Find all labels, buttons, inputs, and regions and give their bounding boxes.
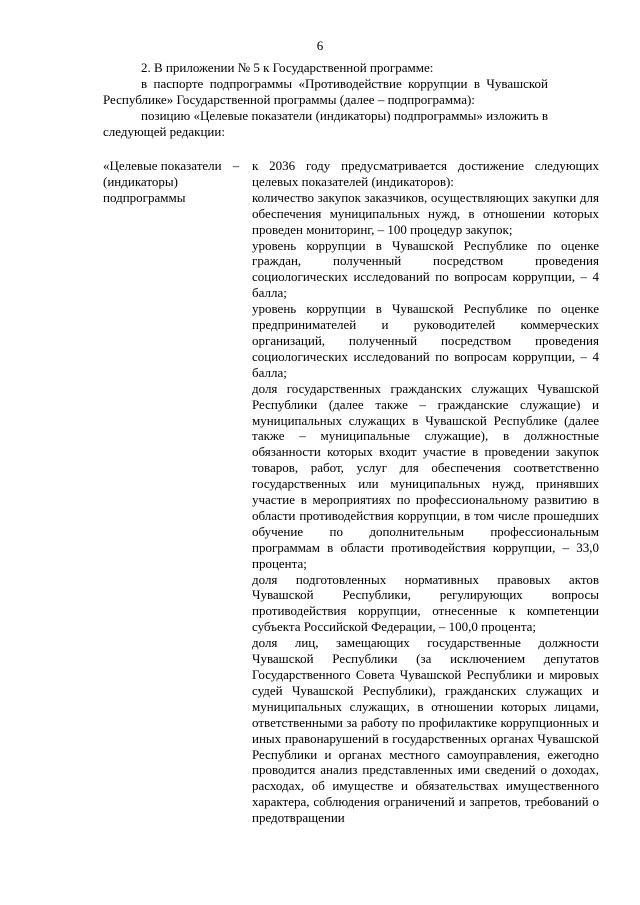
indicator-paragraph: уровень коррупции в Чувашской Республике по оценке предпринимателей и руководителей коммерческих организаций, полученный посредством проведения социологических исследований по вопросам коррупции, – 4 балла; bbox=[252, 301, 599, 380]
passport-dash: – bbox=[232, 158, 240, 173]
indicator-paragraph: количество закупок заказчиков, осуществляющих закупки для обеспечения муниципальных нужд, в отношении которых проведен мониторинг, – 100 процедур закупок; bbox=[252, 189, 599, 237]
intro-paragraph: в паспорте подпрограммы «Противодействие коррупции в Чувашской Республике» Государственной программы (далее – подпрограмма): bbox=[103, 76, 548, 107]
indicator-paragraph: к 2036 году предусматривается достижение следующих целевых показателей (индикаторов): bbox=[252, 158, 599, 189]
intro-paragraph: 2. В приложении № 5 к Государственной программе: bbox=[141, 60, 434, 75]
indicator-paragraph: доля государственных гражданских служащих Чувашской Республики (далее также – гражданские служащие) и муниципальных служащих в Чувашской Республике (далее также – муниципальные служащие), в должностные обязанности которых входит участие в проведении закупок товаров, работ, услуг для обеспечения соответственно государственных или муниципальных нужд, принявших участие в мероприятиях по профессиональному развитию в области противодействия коррупции, в том числе прошедших обучение по дополнительным профессиональным программам в области противодействия коррупции, – 33,0 процента; bbox=[252, 380, 599, 571]
intro-text bbox=[103, 60, 548, 140]
indicator-paragraph: доля лиц, замещающих государственные должности Чувашской Республики (за исключением депутатов Государственного Совета Чувашской Республики и мировых судей Чувашской Республики), гражданских служащих и муниципальных служащих, в отношении которых лицами, ответственными за работу по профилактике коррупционных и иных правонарушений в государственных органах Чувашской Республики и органах местного самоуправления, ежегодно проводится анализ представленных ими сведений о доходах, расходах, об имуществе и обязательствах имущественного характера, соблюдения ограничений и запретов, требований о предотвращении bbox=[252, 635, 599, 826]
intro-paragraph: позицию «Целевые показатели (индикаторы) подпрограммы» изложить в следующей редакции: bbox=[103, 108, 548, 139]
indicator-paragraph: доля подготовленных нормативных правовых актов Чувашской Республики, регулирующих вопросы противодействия коррупции, отнесенные к компетенции субъекта Российской Федерации, – 100,0 процента; bbox=[252, 571, 599, 635]
page-number: 6 bbox=[316, 38, 324, 53]
passport-content bbox=[252, 158, 599, 826]
passport-label: «Целевые показатели (индикаторы) подпрограммы bbox=[103, 158, 222, 205]
indicator-paragraph: уровень коррупции в Чувашской Республике по оценке граждан, полученный посредством проведения социологических исследований по вопросам коррупции, – 4 балла; bbox=[252, 237, 599, 301]
